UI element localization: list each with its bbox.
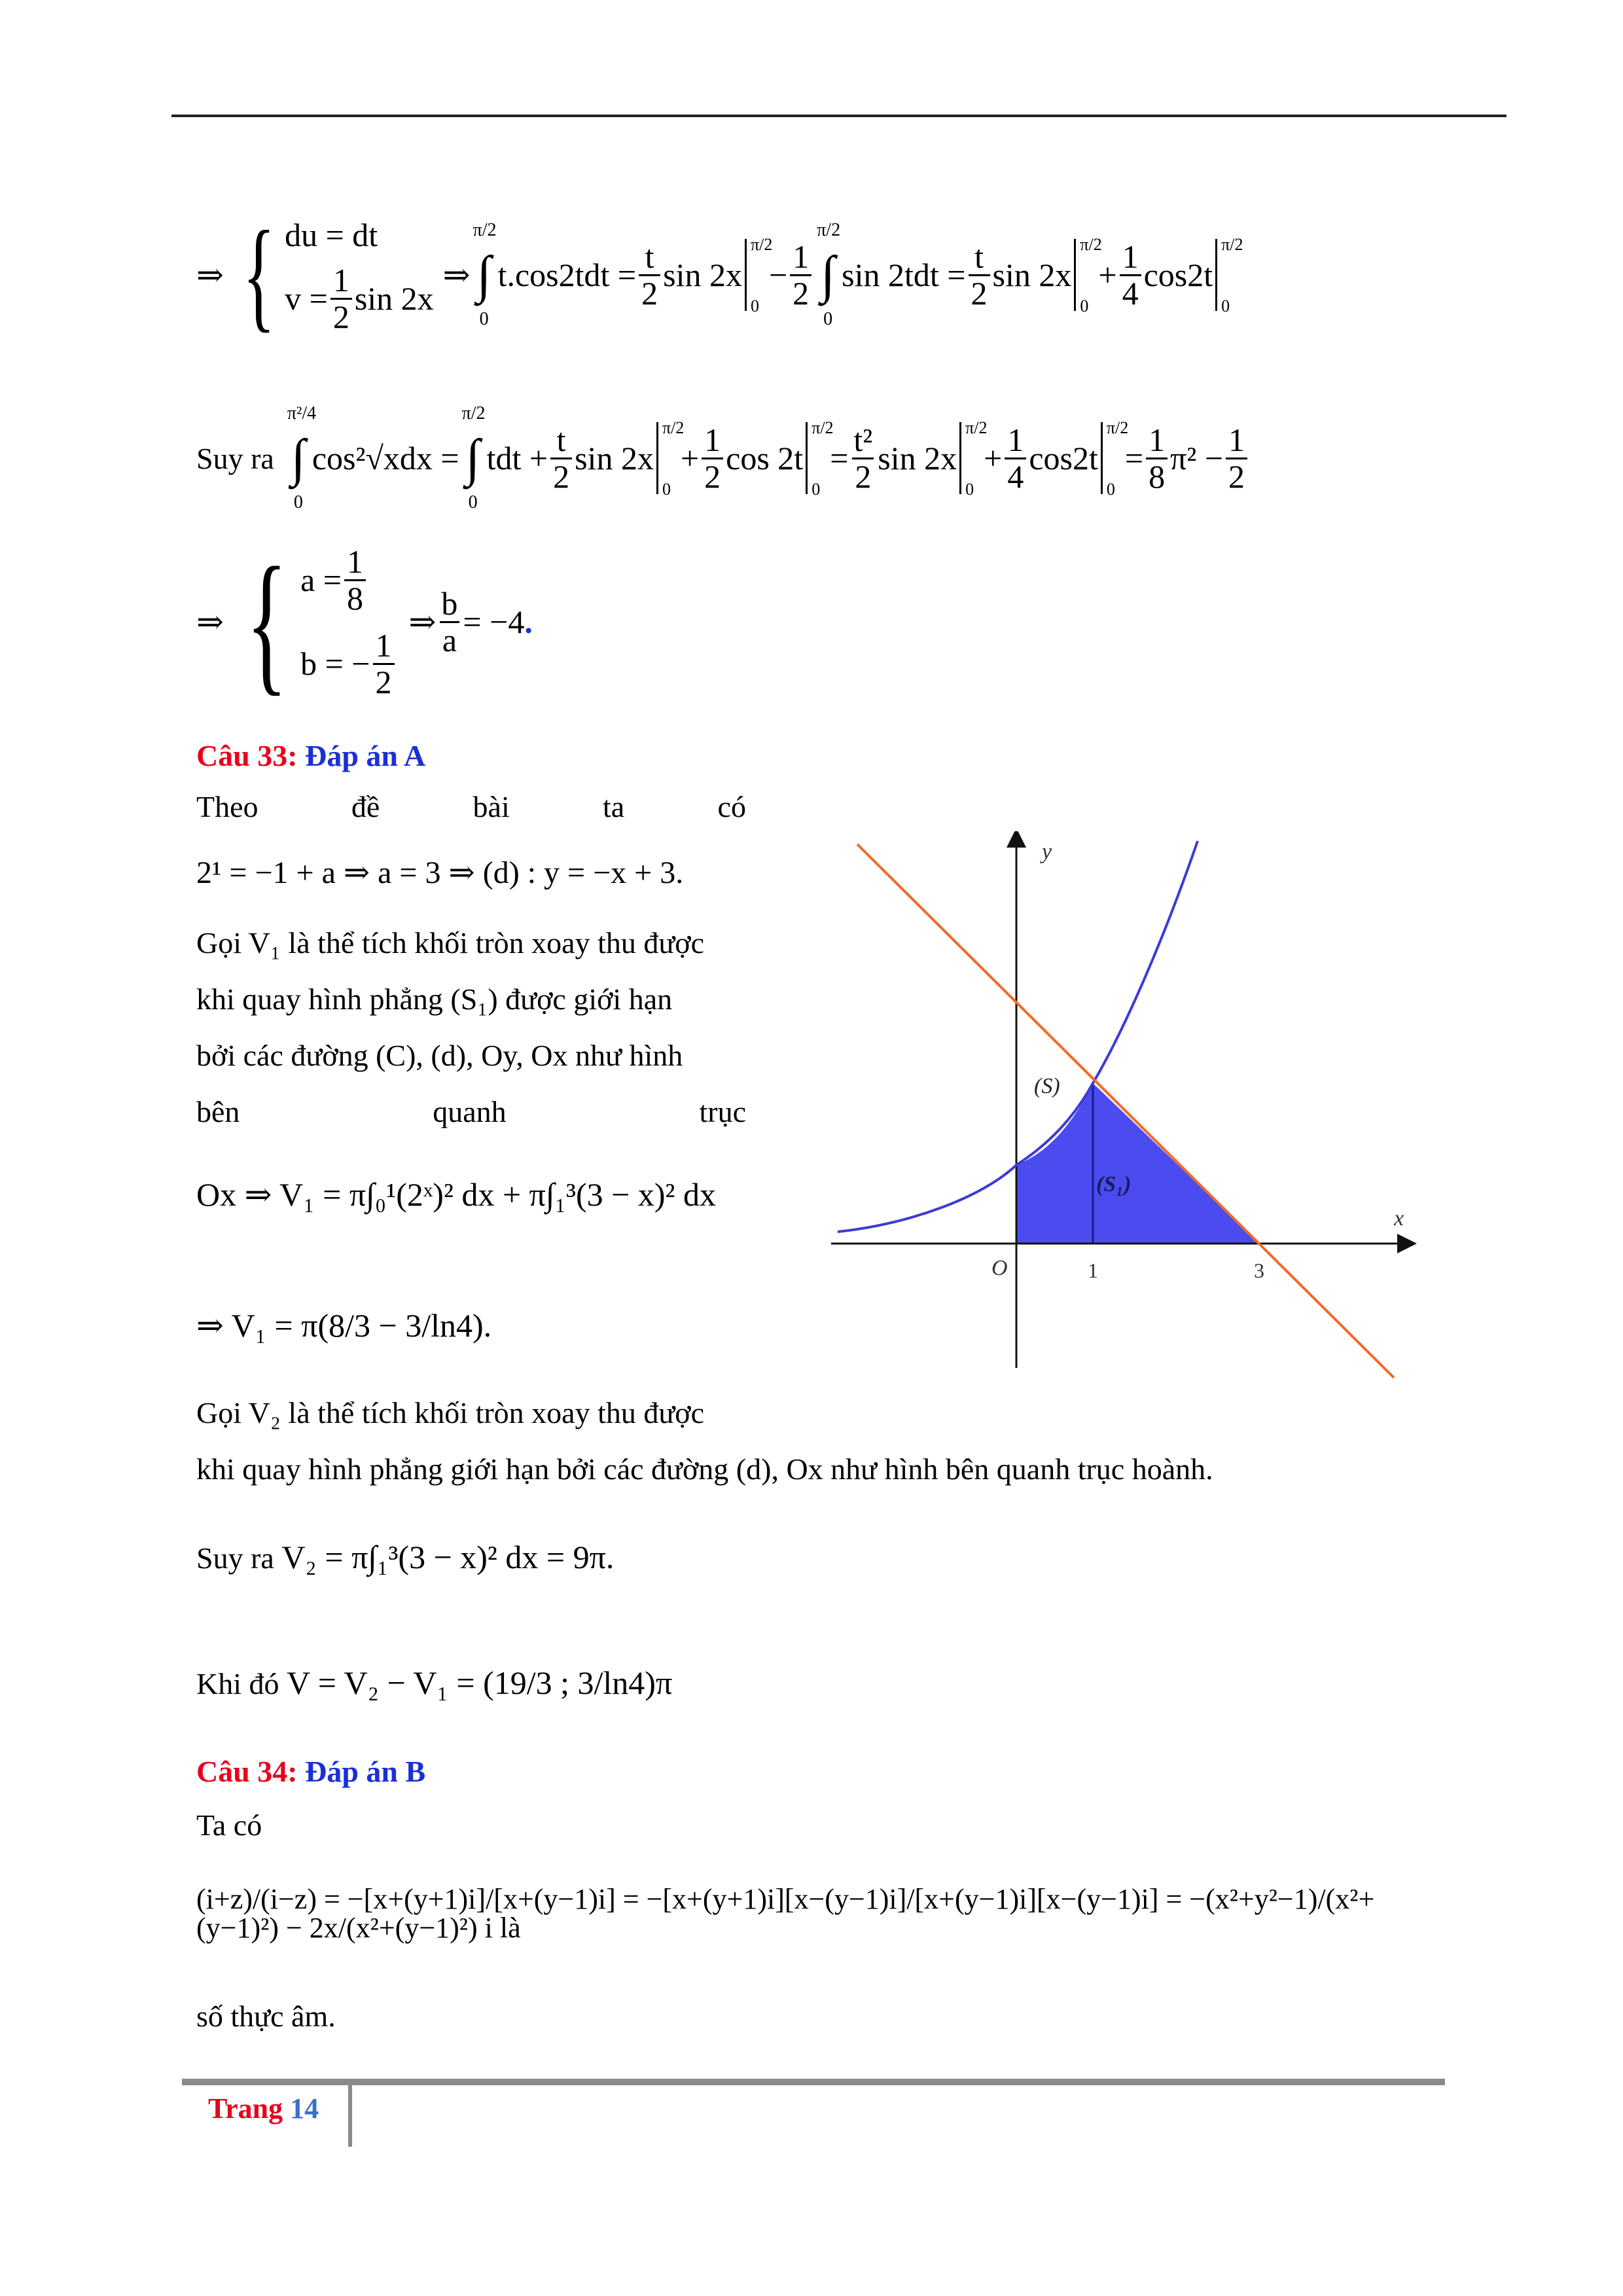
header-rule <box>171 115 1507 117</box>
suy-ra-label: Suy ra <box>196 441 274 475</box>
word: trục <box>699 1095 746 1128</box>
q34-label: Câu 34: <box>196 1755 298 1788</box>
region-s1 <box>1016 1083 1260 1244</box>
q33-v2 <box>196 1541 614 1573</box>
footer-label: Trang <box>208 2092 283 2125</box>
sys-a: a = $\frac{1}{8}$ <box>300 545 397 615</box>
footer-page <box>208 2092 319 2125</box>
region-s1-label: (S₁) <box>1096 1172 1132 1196</box>
q33-p1-l2: khi quay hình phẳng (S₁) được giới hạn <box>196 982 673 1016</box>
word: bên <box>196 1095 240 1128</box>
q33-label: Câu 33: <box>196 739 298 772</box>
q33-answer: Đáp án A <box>305 739 426 772</box>
word: ta <box>603 790 625 823</box>
tick-1: 1 <box>1088 1259 1098 1282</box>
q33-p1-l1: Gọi V₁ là thể tích khối tròn xoay thu được <box>196 926 705 960</box>
math-block-1: ⇒ { du = dt v = $\frac{1}{2}$ sin 2x ⇒ π/2 ∫ 0 t.cos2tdt = $\frac{t}{2}$ sin 2x π/2 0 − $\frac{1}{2}$ π/2 ∫ 0 sin 2tdt = $\frac{t}{2}$ sin 2x π/2 0 + $\frac{1}{4}$ cos2t π/2 0 <box>196 206 1243 344</box>
q34-line2: số thực âm. <box>196 2000 336 2033</box>
math-block-2: Suy ra π²/4 ∫ 0 cos²√xdx = π/2 ∫ 0 tdt + $\frac{t}{2}$ sin 2x π/2 0 + $\frac{1}{2}$ cos 2t π/2 0 = $\frac{\text{t²}}{2}$ sin 2x π/2 0 + $\frac{1}{4}$ cos2t π/2 0 = $\frac{1}{8}$ π² − $\frac{1}{2}$ <box>196 399 1250 517</box>
q33-v1-result: ⇒ V₁ = π(8/3 − 3/ln4). <box>196 1307 492 1344</box>
word: Theo <box>196 790 259 823</box>
footer-bar <box>182 2079 1445 2085</box>
q34-formula: (i+z)/(i−z) = −[x+(y+1)i]/[x+(y−1)i] = −[x+(y+1)i][x−(y−1)i]/[x+(y−1)i][x−(y−1)i] = −(x²+y²−1)/(x²+(y−1)²) − 2x/(x²+(y−1)²) i <box>196 1883 1375 1944</box>
word: đề <box>351 790 380 823</box>
q34-answer: Đáp án B <box>305 1755 426 1788</box>
region-s-label: (S) <box>1034 1074 1060 1098</box>
word: bài <box>473 790 510 823</box>
word: quanh <box>433 1095 507 1128</box>
footer-divider <box>348 2081 352 2147</box>
v-formula: V = V₂ − V₁ = (19/3 ; 3/ln4)π <box>287 1664 673 1701</box>
math-block-3: ⇒ { a = $\frac{1}{8}$ b = − $\frac{1}{2}$ ⇒ $\frac{b}{a}$ = −4 . <box>196 535 533 709</box>
v2-prefix: Suy ra <box>196 1541 274 1575</box>
q34-intro: Ta có <box>196 1808 262 1842</box>
sys-b: b = − $\frac{1}{2}$ <box>300 628 397 699</box>
sys-v: v = $\frac{1}{2}$ sin 2x <box>285 262 434 335</box>
q33-intro <box>196 792 746 822</box>
y-axis-label: y <box>1042 840 1052 864</box>
q33-heading <box>196 738 425 773</box>
q33-line-d: 2¹ = −1 + a ⇒ a = 3 ⇒ (d) : y = −x + 3. <box>196 855 684 890</box>
q33-p2-l1: Gọi V₂ là thể tích khối tròn xoay thu được <box>196 1396 705 1429</box>
line-d <box>857 844 1394 1378</box>
q33-v <box>196 1666 672 1699</box>
q33-p1-l4 <box>196 1097 746 1127</box>
q33-v1-formula: Ox ⇒ V₁ = π∫₀¹(2ˣ)² dx + π∫₁³(3 − x)² dx <box>196 1176 716 1213</box>
word: có <box>717 790 746 823</box>
q34-suffix: là <box>499 1912 521 1944</box>
q33-p1-l3: bởi các đường (C), (d), Oy, Ox như hình <box>196 1039 683 1072</box>
sys-du: du = dt <box>285 217 378 253</box>
tick-3: 3 <box>1254 1259 1264 1282</box>
footer-page-number: 14 <box>290 2092 319 2125</box>
origin-label: O <box>991 1256 1008 1280</box>
q34-formula-line <box>196 1885 1427 1943</box>
v2-formula: V₂ = π∫₁³(3 − x)² dx = 9π. <box>281 1539 615 1575</box>
v-prefix: Khi đó <box>196 1667 279 1700</box>
x-axis-label: x <box>1394 1206 1404 1230</box>
q34-heading <box>196 1754 425 1789</box>
volume-graph <box>831 831 1420 1388</box>
q33-p2-l2: khi quay hình phẳng giới hạn bởi các đường (d), Ox như hình bên quanh trục hoành. <box>196 1452 1213 1486</box>
